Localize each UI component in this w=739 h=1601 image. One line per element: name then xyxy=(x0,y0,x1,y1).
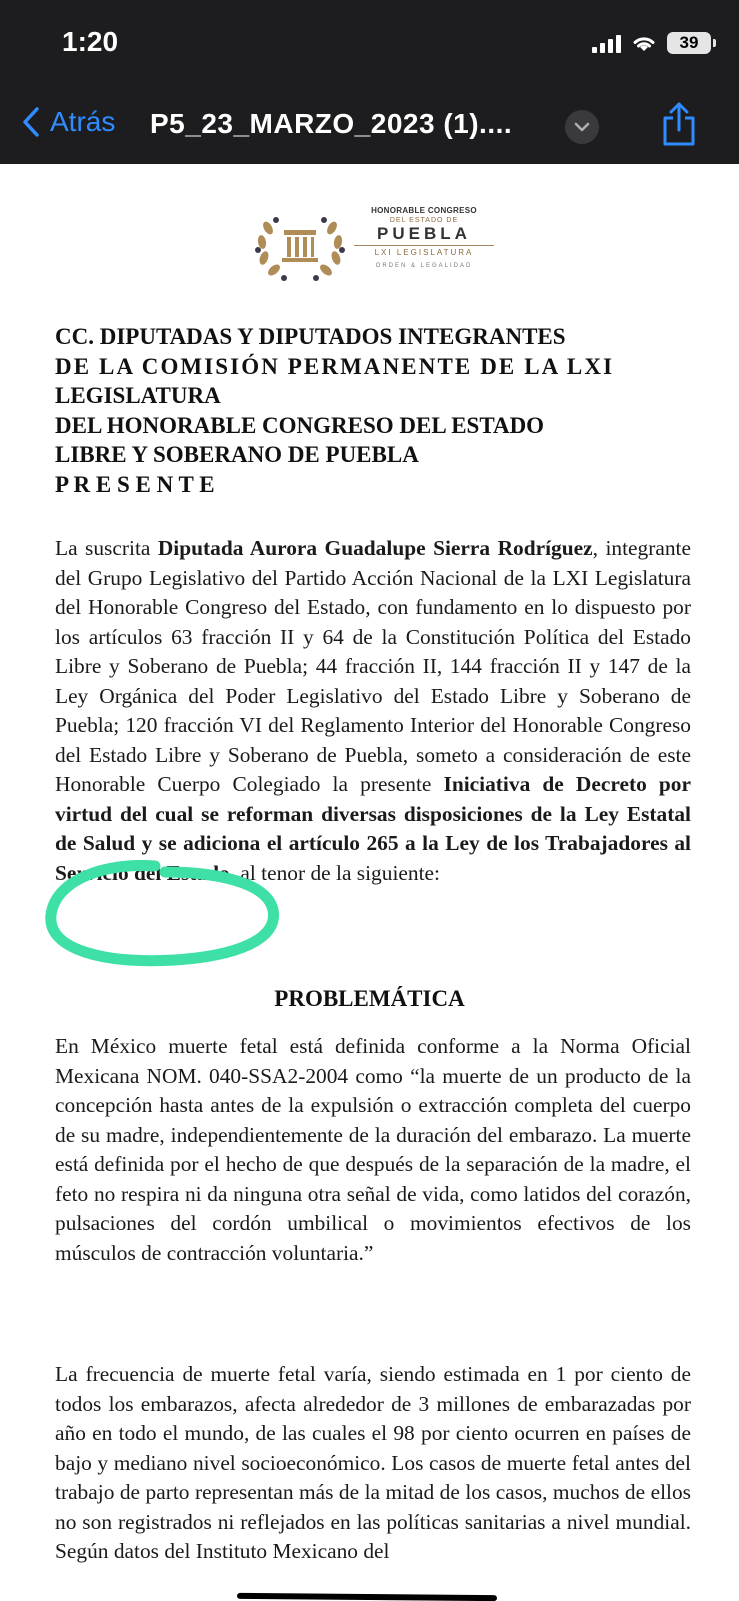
chevron-left-icon xyxy=(22,106,40,138)
back-label: Atrás xyxy=(50,106,116,137)
heading-line: P R E S E N T E xyxy=(55,471,215,497)
intro-paragraph: La suscrita Diputada Aurora Guadalupe Sierra Rodríguez, integrante del Grupo Legislativo del Partido Acción Nacional de la LXI Legislatura del Honorable Congreso del Estado, con fundamento en lo dispuesto por los artículos 63 fracción II y 64 de la Constitución Política del Estado Libre y Soberano de Puebla; 44 fracción II, 144 fracción II y 147 de la Ley Orgánica del Poder Legislativo del Estado Libre y Soberano de Puebla; 120 fracción VI del Reglamento Interior del Honorable Congreso del Estado Libre y Soberano de Puebla, someto a consideración de este Honorable Cuerpo Colegiado la presente Iniciativa de Decreto por virtud del cual se reforman diversas disposiciones de la Ley Estatal de Salud y se adiciona el artículo 265 a la Ley de los Trabajadores al Servicio del Estado, al tenor de la siguiente: xyxy=(55,536,691,885)
document-heading xyxy=(55,322,695,499)
logo-line-5: ORDEN & LEGALIDAD xyxy=(375,263,473,269)
highlight-circle-annotation xyxy=(45,860,285,970)
logo-line-4: LXI LEGISLATURA xyxy=(374,248,474,257)
battery-icon: 39 xyxy=(667,32,711,54)
nav-bar xyxy=(0,100,739,152)
chevron-down-icon xyxy=(574,122,590,132)
laurel-column-icon xyxy=(254,206,346,284)
wifi-icon xyxy=(631,33,657,53)
logo-text xyxy=(354,206,494,269)
logo-line-2: DEL ESTADO DE xyxy=(389,217,459,224)
congress-logo xyxy=(254,206,494,284)
logo-line-1: HONORABLE CONGRESO xyxy=(371,206,477,215)
status-icons xyxy=(592,32,711,54)
top-bar xyxy=(0,0,739,164)
cellular-signal-icon xyxy=(592,33,621,53)
heading-line: CC. DIPUTADAS Y DIPUTADOS INTEGRANTES xyxy=(55,324,566,349)
pdf-page[interactable] xyxy=(0,164,739,1600)
heading-line: LIBRE Y SOBERANO DE PUEBLA xyxy=(55,442,419,467)
paragraph: En México muerte fetal está definida conforme a la Norma Oficial Mexicana NOM. 040-SSA2-2004 como “la muerte de un producto de la concepción hasta antes de la expulsión o extracción completa del cuerpo de su madre, independientemente de la duración del embarazo. La muerte está definida por el hecho de que después de la separación de la madre, el feto no respira ni da ninguna otra señal de vida, como latidos del corazón, pulsaciones del cordón umbilical o movimientos efectivos de los músculos de contracción voluntaria.” xyxy=(55,1034,691,1265)
title-menu-button[interactable] xyxy=(565,110,599,144)
document-title: P5_23_MARZO_2023 (1).... xyxy=(150,108,513,139)
status-time: 1:20 xyxy=(62,26,119,57)
paragraph: La frecuencia de muerte fetal varía, siendo estimada en 1 por ciento de todos los embarazos, afecta alrededor de 3 millones de embarazadas por año en todo el mundo, de las cuales el 98 por ciento ocurren en países de bajo y mediano nivel socioeconómico. Los casos de muerte fetal antes del trabajo de parto representan más de la mitad de los casos, muchos de ellos no son registrados ni reflejados en las políticas sanitarias a nivel mundial. Según datos del Instituto Mexicano del xyxy=(55,1362,691,1563)
heading-line: LEGISLATURA xyxy=(55,383,221,408)
heading-line: DEL HONORABLE CONGRESO DEL ESTADO xyxy=(55,412,545,438)
heading-line: DE LA COMISIÓN PERMANENTE DE LA LXI xyxy=(55,353,615,379)
section-title: PROBLEMÁTICA xyxy=(274,986,465,1011)
share-icon[interactable] xyxy=(660,102,698,148)
logo-line-3: PUEBLA xyxy=(354,224,494,246)
back-button[interactable] xyxy=(22,106,115,138)
